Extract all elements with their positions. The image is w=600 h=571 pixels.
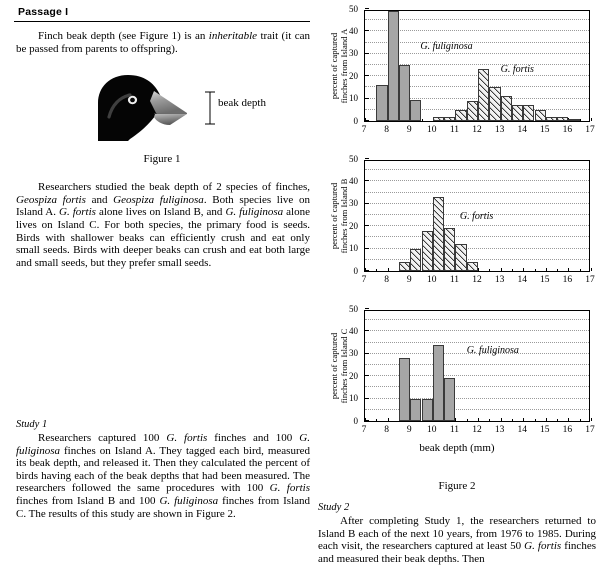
bar: [410, 399, 421, 421]
x-tick: [591, 418, 592, 421]
x-minor-tick: [580, 419, 581, 421]
bar: [399, 262, 410, 271]
bar: [546, 117, 557, 121]
y-tick: [365, 248, 369, 249]
x-tick-label: 17: [585, 125, 595, 135]
y-tick: [365, 180, 369, 181]
bar: [388, 11, 399, 121]
gridline: [365, 236, 589, 237]
y-tick-label: 40: [349, 175, 358, 186]
y-tick-label: 30: [349, 198, 358, 209]
x-tick: [501, 418, 502, 421]
x-tick-label: 9: [406, 125, 412, 135]
x-minor-tick: [557, 419, 558, 421]
y-tick-label: 0: [353, 415, 358, 426]
x-tick-label: 8: [384, 275, 389, 285]
bar: [523, 105, 534, 121]
x-tick-label: 17: [585, 425, 595, 435]
x-tick-label: 9: [406, 275, 412, 285]
figure1-caption: Figure 1: [143, 153, 181, 166]
gridline: [365, 248, 589, 249]
gridline: [365, 330, 589, 331]
figure2-caption: Figure 2: [438, 480, 476, 492]
y-axis-label: percent of captured finches from Island C: [329, 328, 349, 404]
x-tick: [365, 268, 366, 271]
gridline: [365, 203, 589, 204]
gridline: [365, 169, 589, 170]
x-tick-label: 13: [494, 275, 505, 285]
y-tick-label: 30: [349, 348, 358, 359]
x-tick: [523, 418, 524, 421]
y-tick-label: 30: [349, 48, 358, 59]
passage-intro-paragraph: Finch beak depth (see Figure 1) is an inheritable trait (it can be passed from parents to offspring).: [16, 30, 310, 55]
x-minor-tick: [422, 119, 423, 121]
gridline: [365, 192, 589, 193]
x-tick-label: 10: [427, 125, 437, 135]
y-tick: [365, 330, 369, 331]
x-minor-tick: [557, 269, 558, 271]
passage-body-paragraph: Researchers studied the beak depth of 2 species of finches, Geospiza fortis and Geospiza fuliginosa. Both species live on Island A. G. fortis alone lives on Island B, and G. fuliginosa alone lives on Island C. For both species, the primary food is seeds. Birds with shallower beaks can efficiently crush and eat only small seeds. Birds with deeper beaks can crush and eat both large and small seeds, but they prefer small seeds.: [16, 181, 311, 269]
y-axis-label: percent of captured finches from Island A: [329, 28, 349, 104]
x-tick: [501, 268, 502, 271]
bar: [422, 231, 433, 271]
x-tick: [523, 268, 524, 271]
y-tick-label: 0: [353, 115, 358, 126]
x-tick-label: 15: [540, 425, 550, 435]
x-tick-label: 15: [540, 125, 550, 135]
x-tick-label: 11: [449, 275, 459, 285]
y-tick-label: 50: [349, 153, 358, 164]
study1-paragraph: Researchers captured 100 G. fortis finches and 100 G. fuliginosa finches on Island A. They tagged each bird, measured its beak depth, and released it. Then they calculated the percent of birds having each of the beak depths that had been measured. The researchers followed the same procedures with 100 G. fortis finches from Island B and 100 G. fuliginosa finches from Island C. The results of this study are shown in Figure 2.: [16, 432, 311, 520]
y-tick: [365, 158, 369, 159]
x-minor-tick: [535, 269, 536, 271]
x-minor-tick: [535, 419, 536, 421]
left-column: [14, 6, 310, 526]
bar: [568, 119, 579, 121]
chart-panel-c: [318, 304, 596, 474]
figure1: [14, 61, 310, 179]
y-tick: [365, 353, 369, 354]
x-tick-label: 10: [427, 425, 437, 435]
x-tick: [455, 418, 456, 421]
bar: [399, 358, 410, 421]
plot-area-b: [349, 153, 590, 276]
series-label: G. fortis: [500, 64, 534, 76]
x-minor-tick: [467, 419, 468, 421]
x-tick-label: 12: [472, 275, 482, 285]
y-tick: [365, 8, 369, 9]
y-tick-label: 0: [353, 265, 358, 276]
y-tick: [365, 98, 369, 99]
right-column: [318, 3, 596, 565]
x-tick: [388, 418, 389, 421]
bar: [467, 101, 478, 121]
y-tick: [365, 308, 369, 309]
x-minor-tick: [512, 419, 513, 421]
y-tick-label: 20: [349, 70, 358, 81]
y-tick-label: 20: [349, 220, 358, 231]
bar: [410, 100, 421, 121]
y-tick: [365, 203, 369, 204]
bar: [433, 345, 444, 421]
x-tick-label: 11: [449, 425, 459, 435]
x-tick-label: 13: [494, 425, 505, 435]
bar: [444, 228, 455, 271]
y-tick-label: 50: [349, 3, 358, 14]
plot-area-c: [349, 303, 590, 426]
x-tick-label: 7: [361, 275, 367, 285]
bar: [433, 197, 444, 271]
bar: [444, 378, 455, 421]
x-tick: [568, 418, 569, 421]
y-tick: [365, 75, 369, 76]
y-tick-label: 10: [349, 93, 358, 104]
beak-depth-label: beak depth: [218, 97, 266, 110]
x-axis-label: beak depth (mm): [419, 442, 495, 454]
title-divider: [14, 21, 310, 22]
x-tick: [591, 118, 592, 121]
x-minor-tick: [376, 419, 377, 421]
x-tick-label: 8: [384, 125, 389, 135]
x-tick-label: 8: [384, 425, 389, 435]
bar: [489, 87, 500, 121]
bar: [535, 110, 546, 121]
x-tick: [546, 418, 547, 421]
x-minor-tick: [580, 119, 581, 121]
x-tick-label: 15: [540, 275, 550, 285]
bar: [478, 69, 489, 121]
x-tick: [478, 268, 479, 271]
x-tick-label: 16: [562, 425, 573, 435]
x-tick-label: 12: [472, 125, 482, 135]
gridline: [365, 225, 589, 226]
plot-area-a: [349, 3, 590, 126]
x-tick-label: 14: [517, 275, 527, 285]
beak-depth-bracket: [204, 91, 216, 130]
y-tick-label: 10: [349, 243, 358, 254]
x-minor-tick: [376, 269, 377, 271]
x-tick-label: 9: [406, 425, 412, 435]
x-tick-label: 11: [449, 125, 459, 135]
x-tick-label: 7: [361, 125, 367, 135]
x-tick-label: 10: [427, 275, 437, 285]
chart-panel-b: [318, 154, 596, 302]
bar: [467, 262, 478, 271]
y-tick-label: 10: [349, 393, 358, 404]
bar: [410, 249, 421, 271]
y-tick-label: 40: [349, 325, 358, 336]
y-axis-label: percent of captured finches from Island B: [329, 178, 349, 254]
y-tick: [365, 398, 369, 399]
x-tick-label: 16: [562, 275, 573, 285]
y-tick: [365, 30, 369, 31]
x-tick: [365, 418, 366, 421]
y-tick: [365, 225, 369, 226]
bar: [512, 105, 523, 121]
x-minor-tick: [489, 419, 490, 421]
x-tick-label: 14: [517, 425, 527, 435]
finch-head-icon: [92, 69, 192, 141]
bar: [376, 85, 387, 121]
series-label: G. fuliginosa: [420, 40, 473, 52]
x-tick-label: 13: [494, 125, 505, 135]
y-tick-label: 20: [349, 370, 358, 381]
series-label: G. fortis: [459, 210, 494, 222]
x-tick-label: 12: [472, 425, 482, 435]
x-minor-tick: [489, 269, 490, 271]
bar: [455, 110, 466, 121]
bar: [557, 117, 568, 121]
x-tick-label: 17: [585, 275, 595, 285]
x-minor-tick: [512, 269, 513, 271]
x-tick-label: 16: [562, 125, 573, 135]
passage-title: Passage I: [18, 6, 69, 18]
bar: [399, 65, 410, 121]
y-tick-label: 50: [349, 303, 358, 314]
study2-heading: Study 2: [318, 502, 350, 513]
x-tick: [591, 268, 592, 271]
bar: [433, 117, 444, 121]
x-minor-tick: [580, 269, 581, 271]
x-tick: [388, 268, 389, 271]
bar: [444, 117, 455, 121]
study2-paragraph: After completing Study 1, the researchers returned to Island B each of the next 10 years, from 1976 to 1985. During each visit, the researchers captured at least 50 G. fortis finches and measured their beak depths. Then: [318, 515, 596, 565]
gridline: [365, 319, 589, 320]
y-tick: [365, 53, 369, 54]
gridline: [365, 180, 589, 181]
bar: [455, 244, 466, 271]
y-tick: [365, 375, 369, 376]
y-tick-label: 40: [349, 25, 358, 36]
x-tick: [568, 268, 569, 271]
bar: [501, 96, 512, 121]
chart-panel-a: [318, 4, 596, 152]
x-tick: [478, 418, 479, 421]
x-tick-label: 14: [517, 125, 527, 135]
gridline: [365, 342, 589, 343]
x-tick-label: 7: [361, 425, 367, 435]
series-label: G. fuliginosa: [466, 345, 519, 357]
study1-heading: Study 1: [16, 419, 48, 430]
bar: [422, 399, 433, 421]
x-tick: [365, 118, 366, 121]
gridline: [365, 259, 589, 260]
x-tick: [546, 268, 547, 271]
